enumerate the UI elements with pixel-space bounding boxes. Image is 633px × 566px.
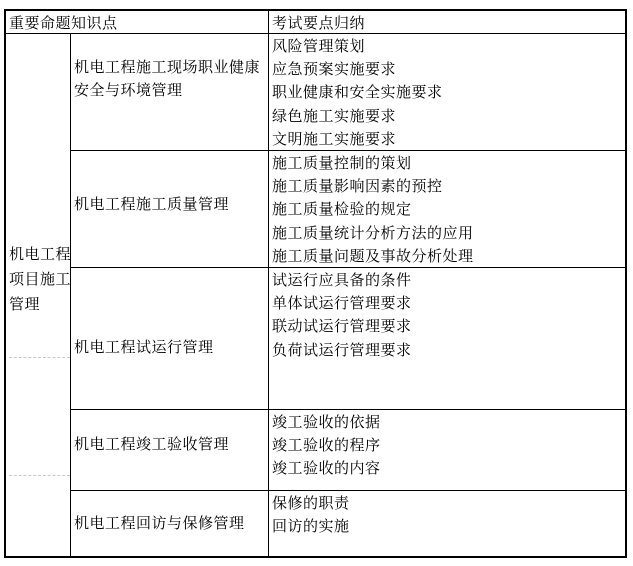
point-item: 保修的职责 — [272, 495, 350, 512]
topic-line: 安全与环境管理 — [74, 82, 183, 99]
category-line: 机电工程 — [9, 246, 72, 263]
category-cell — [6, 34, 71, 556]
point-item: 绿色施工实施要求 — [272, 107, 397, 125]
point-item: 联动试运行管理要求 — [272, 318, 412, 336]
point-item: 应急预案实施要求 — [272, 61, 397, 79]
category-line: 管理 — [9, 296, 41, 313]
topic-line: 机电工程试运行管理 — [74, 339, 214, 356]
point-item: 施工质量控制的策划 — [272, 155, 412, 172]
point-item: 施工质量统计分析方法的应用 — [272, 224, 474, 242]
merged-cell-gridline — [9, 475, 70, 476]
point-item: 回访的实施 — [272, 518, 350, 536]
point-item: 风险管理策划 — [272, 38, 366, 55]
topic-cell-completion-acceptance — [71, 410, 269, 491]
point-item: 职业健康和安全实施要求 — [272, 84, 443, 102]
header-exam-summary: 考试要点归纳 — [269, 11, 625, 34]
points-cell-hse-management — [269, 34, 625, 151]
topic-line: 机电工程竣工验收管理 — [74, 435, 230, 453]
points-cell-quality-management — [269, 151, 625, 268]
topic-line: 机电工程施工现场职业健康 — [74, 59, 261, 76]
points-cell-completion-acceptance — [269, 410, 625, 491]
point-item: 施工质量问题及事故分析处理 — [272, 247, 474, 265]
points-cell-warranty-management — [269, 491, 625, 556]
point-item: 竣工验收的内容 — [272, 460, 381, 478]
point-item: 施工质量影响因素的预控 — [272, 178, 443, 196]
point-item: 文明施工实施要求 — [272, 130, 397, 148]
points-cell-trial-run-management — [269, 268, 625, 410]
point-item: 试运行应具备的条件 — [272, 272, 412, 289]
point-item: 竣工验收的依据 — [272, 414, 381, 431]
topic-line: 机电工程回访与保修管理 — [74, 515, 245, 532]
topic-cell-quality-management — [71, 151, 269, 268]
point-item: 单体试运行管理要求 — [272, 295, 412, 313]
topic-cell-trial-run-management — [71, 268, 269, 410]
category-line: 项目施工 — [9, 271, 72, 288]
topic-cell-hse-management — [71, 34, 269, 151]
merged-cell-gridline — [9, 357, 70, 358]
point-item: 负荷试运行管理要求 — [272, 341, 412, 359]
knowledge-points-table — [4, 9, 627, 558]
point-item: 竣工验收的程序 — [272, 437, 381, 455]
header-knowledge-points: 重要命题知识点 — [6, 11, 269, 34]
topic-line: 机电工程施工质量管理 — [74, 195, 230, 213]
point-item: 施工质量检验的规定 — [272, 201, 412, 219]
topic-cell-warranty-management — [71, 491, 269, 556]
